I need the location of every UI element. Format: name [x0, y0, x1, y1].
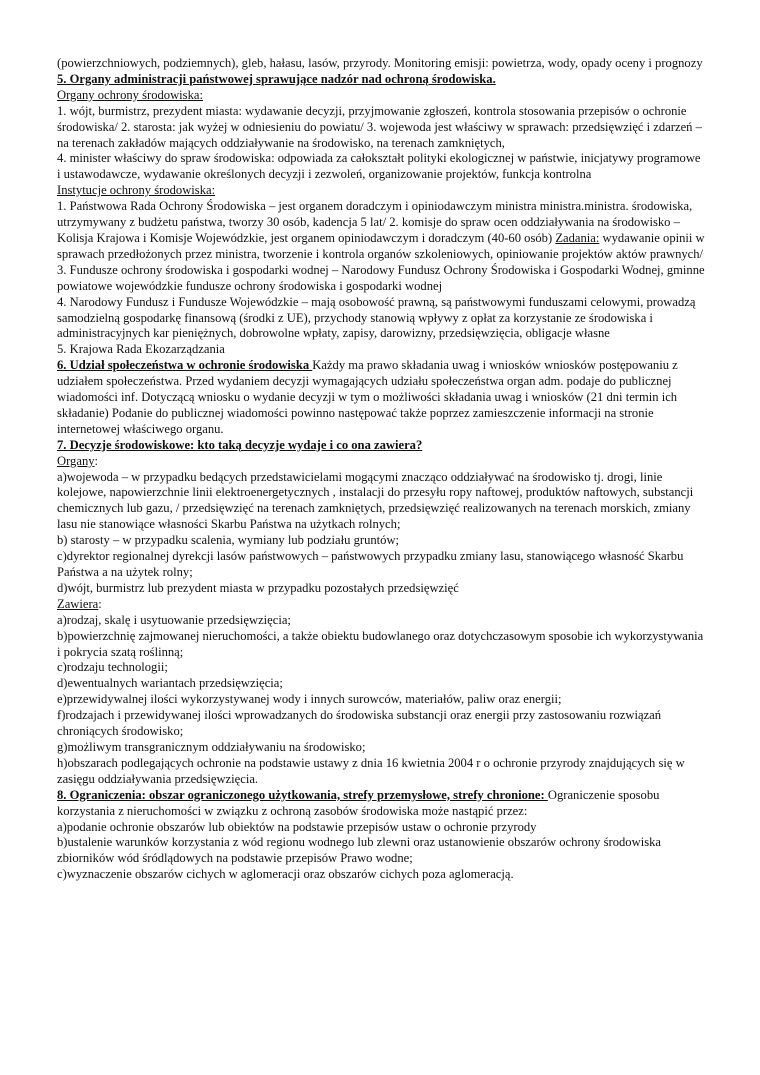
paragraph-monitoring: (powierzchniowych, podziemnych), gleb, hałasu, lasów, przyrody. Monitoring emisji: powietrza, wody, opady oceny i prognozy [57, 56, 703, 70]
paragraph-minister: 4. minister właściwy do spraw środowiska: odpowiada za całokształt polityki ekologicznej w państwie, inicjatywy programowe i ustawodawcze, wydawanie określonych decyzji i zezwoleń, organizowanie projektów, funkcja kontrolna [57, 151, 701, 182]
list-item: e)przewidywalnej ilości wykorzystywanej wody i innych surowców, materiałów, paliw oraz energii; [57, 692, 562, 707]
list-item: h)obszarach podlegających ochronie na podstawie ustawy z dnia 16 kwietnia 2004 r o ochronie przyrody znajdujących się w zasięgu oddziaływania przedsięwzięcia. [57, 755, 685, 786]
paragraph-krajowa-rada: 5. Krajowa Rada Ekozarządzania [57, 342, 225, 357]
list-item: a)podanie ochronie obszarów lub obiektów na podstawie przepisów ustaw o ochronie przyrody [57, 819, 537, 834]
section-6 [57, 358, 707, 438]
organy-ochrony-label: Organy ochrony środowiska: [57, 87, 203, 102]
list-item: g)możliwym transgranicznym oddziaływaniu na środowisko; [57, 739, 366, 754]
instytucje-text-b: wydawanie opinii w sprawach przedłożonych przez ministra, tworzenie i kontrola organów szkoleniowych, opiniowanie projektów aktów prawnych/ 3. Fundusze ochrony środowiska i gospodarki wodnej – Narodowy Fundusz Ochrony Środowiska i Gospodarki Wodnej, gminne powiatowe wojewódzkie fundusze ochrony środowiska i gospodarki wodnej [57, 230, 705, 293]
list-item: a)wojewoda – w przypadku bedących przedstawicielami mogącymi znacząco oddziaływać na środowisko tj. drogi, linie kolejowe, napowierzchnie linii elektroenergetycznych , instalacji do przesyłu ropy naftowej, produktów naftowych, substancji chemicznych lub gazu, / przedsięwzięć na terenach zamkniętych, przedsięwzięć realizowanych na terenach morskich, zmiany lasu nie stanowiące własności Skarbu Państwa na użytkach rolnych; [57, 469, 694, 532]
list-item: c)dyrektor regionalnej dyrekcji lasów państwowych – państwowych przypadku zmiany lasu, stanowiącego własność Skarbu Państwa a na użytek rolny; [57, 549, 684, 579]
section-8-text: Ograniczenie sposobu korzystania z nieruchomości w związku z ochroną zasobów środowiska może nastąpić przez: [57, 787, 660, 818]
organy-label-line [57, 454, 707, 470]
paragraph-instytucje [57, 199, 707, 294]
zawiera-colon: : [98, 596, 102, 611]
paragraph-organy-1-3: 1. wójt, burmistrz, prezydent miasta: wydawanie decyzji, przyjmowanie zgłoszeń, kontrola stosowania przepisów o ochronie środowiska/ 2. starosta: jak wyżej w odniesieniu do powiatu/ 3. wojewoda jest właściwy w sprawach: przedsięwzięć i zdarzeń – na terenach zakładów mających oddziaływanie na środowisko, na terenach zamkniętych, [57, 103, 702, 150]
list-item: d)ewentualnych wariantach przedsięwzięcia; [57, 676, 283, 691]
zawiera-label-line [57, 597, 707, 613]
list-item: b)ustalenie warunków korzystania z wód regionu wodnego lub zlewni oraz ustanowienie obszarów ochrony środowiska zbiorników wód śródlądowych na podstawie przepisów Prawo wodne; [57, 835, 661, 866]
section-6-text: Każdy ma prawo składania uwag i wniosków wniosków postępowaniu z udziałem społeczeństwa. Przed wydaniem decyzji wymagających udziału społeczeństwa organ adm. podaje do publicznej wiadomości inf. Dotyczącą wniosku o wydanie decyzji w tym o możliwości składania uwag i wniosków (21 dni termin ich składanie) Podanie do publicznej wiadomości powinno następować także poprzez zamieszczenie informacji na stronie internetowej właściwego organu. [57, 358, 678, 436]
list-item: c)wyznaczenie obszarów cichych w aglomeracji oraz obszarów cichych poza aglomeracją. [57, 867, 514, 882]
instytucje-label: Instytucje ochrony środowiska: [57, 183, 216, 198]
paragraph-narodowy-fundusz: 4. Narodowy Fundusz i Fundusze Wojewódzkie – mają osobowość prawną, są państwowymi funduszami celowymi, prowadzą samodzielną gospodarkę finansową (środki z UE), przychody stanowią wpływy z opłat za korzystanie ze środowiska i administracyjnych kar pieniężnych, dobrowolne wpłaty, zapisy, darowizny, przedsięwzięcia, obligacje własne [57, 294, 696, 341]
section-6-heading: 6. Udział społeczeństwa w ochronie środowiska [57, 358, 313, 373]
zadania-label: Zadania: [555, 230, 600, 245]
section-5-heading: 5. Organy administracji państwowej sprawujące nadzór nad ochroną środowiska. [57, 71, 496, 86]
section-7-heading: 7. Decyzje środowiskowe: kto taką decyzje wydaje i co ona zawiera? [57, 437, 423, 452]
list-item: f)rodzajach i przewidywanej ilości wprowadzanych do środowiska substancji oraz energii przy zastosowaniu rozwiązań chroniących środowisko; [57, 708, 662, 739]
section-8 [57, 788, 707, 820]
organy-colon: : [94, 453, 99, 468]
list-item: d)wójt, burmistrz lub prezydent miasta w przypadku pozostałych przedsięwzięć [57, 580, 459, 595]
list-item: b) starosty – w przypadku scalenia, wymiany lub podziału gruntów; [57, 533, 400, 548]
section-8-heading: 8. Ograniczenia: obszar ograniczonego użytkowania, strefy przemysłowe, strefy chronione: [57, 787, 548, 802]
instytucje-text-a: 1. Państwowa Rada Ochrony Środowiska – jest organem doradczym i opiniodawczym ministra ministra.ministra. środowiska, utrzymywany z budżetu państwa, tworzy 30 osób, kadencja 5 lat/ 2. komisje do spraw ocen oddziaływania na środowisko – Kolisja Krajowa i Komisje Wojewódzkie, jest organem opiniodawczym i doradczym (40-60 osób) [57, 199, 693, 245]
list-item: a)rodzaj, skalę i usytuowanie przedsięwzięcia; [57, 612, 291, 627]
document-page [57, 56, 707, 883]
zawiera-label: Zawiera [57, 596, 99, 611]
organy-label: Organy [57, 453, 95, 468]
list-item: c)rodzaju technologii; [57, 660, 168, 675]
list-item: b)powierzchnię zajmowanej nieruchomości, a także obiektu budowlanego oraz dotychczasowym sposobie ich wykorzystywania i pokrycia szatą roślinną; [57, 628, 704, 659]
